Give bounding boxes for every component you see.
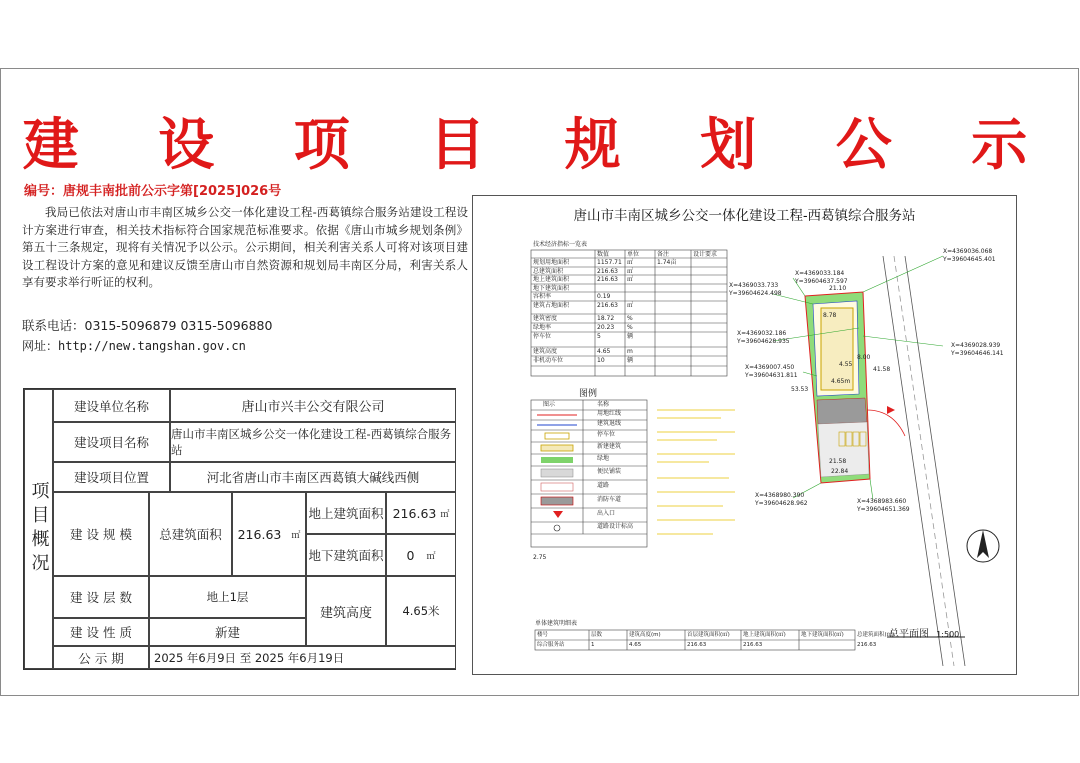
econ-header-cell: 数值 [597,251,610,258]
plan-scale: 1:500 [936,630,960,639]
econ-cell: 216.63 [597,276,618,283]
area-unit: ㎡ [426,551,436,562]
contact-phone: 联系电话：0315-5096879 0315-5096880 [22,318,273,333]
schedule-header-cell: 首层建筑面积(㎡) [687,632,730,638]
schedule-cell: 216.63 [687,642,707,648]
area-unit: ㎡ [440,509,450,520]
schedule-header-cell: 总建筑面积(㎡) [857,632,895,638]
legend-item-label: 用地红线 [597,410,622,417]
page-title: 建 设 项 目 规 划 公 示 [22,112,1058,178]
econ-cell: 1.74亩 [657,259,677,266]
dimension-label: 8.00 [857,354,871,361]
side-label: 项目概况 [28,481,50,577]
row-label: 建设项目名称 [53,422,170,462]
dimension-label: 21.58 [829,458,847,465]
row-label: 建设单位名称 [53,389,170,422]
drawing-title: 唐山市丰南区城乡公交一体化建设工程-西葛镇综合服务站 [573,208,916,224]
project-info-table [23,388,456,670]
econ-cell: 20.23 [597,324,615,331]
econ-cell: 建筑密度 [533,315,558,322]
legend-item-label: 停车位 [597,431,616,438]
floors-label: 建 设 层 数 [53,576,149,618]
econ-cell: 总建筑面积 [533,268,564,275]
nature-label: 建 设 性 质 [53,618,149,646]
schedule-header-cell: 建筑高度(m) [629,632,661,638]
fire-lane [817,398,867,424]
schedule-title: 单体建筑明细表 [535,620,578,627]
legend-fire-lane-swatch [541,497,573,505]
plan-label [889,625,959,640]
dimension-label: 21.10 [829,285,847,292]
period-value: 2025 年6月9日 至 2025 年6月19日 [149,646,456,669]
road [883,256,965,666]
legend-green-swatch [541,457,573,463]
schedule-cell: 216.63 [743,642,763,648]
row-value: 河北省唐山市丰南区西葛镇大碱线西侧 [170,462,456,492]
econ-header-cell: 设计要求 [693,251,718,258]
area-unit: ㎡ [291,530,301,541]
econ-cell: 辆 [627,357,634,364]
econ-cell: ㎡ [627,268,634,275]
econ-cell: 停车位 [533,333,552,340]
dimension-label: 41.58 [873,366,891,373]
coord-label: X=4368980.390 Y=39604628.962 [755,492,808,507]
econ-cell: 建筑占地面积 [533,302,570,309]
econ-cell: 容积率 [533,293,552,300]
legend-item-label: 建筑退线 [597,420,622,427]
legend-entrance-swatch [553,511,563,518]
total-area-label: 总建筑面积 [149,492,232,576]
legend-item-label: 新建建筑 [597,443,622,450]
row-value: 唐山市丰南区城乡公交一体化建设工程-西葛镇综合服务站 [170,422,456,462]
econ-cell: 地下建筑面积 [533,285,570,292]
econ-cell: 0.19 [597,293,611,300]
econ-cell: 地上建筑面积 [533,276,570,283]
econ-cell: 1157.71 [597,259,622,266]
below-area-value-cell [386,534,456,576]
econ-table-title: 技术经济指标一览表 [533,241,588,248]
econ-cell: 绿地率 [533,324,552,331]
nature-value: 新建 [149,618,306,646]
legend-header-icon: 图示 [543,401,556,408]
econ-cell: 规划用地面积 [533,259,570,266]
legend-title: 图例 [579,389,598,399]
dimension-label: 2.75 [533,554,547,561]
dimension-label: 8.78 [823,312,837,319]
north-arrow [977,530,989,558]
econ-cell: ㎡ [627,259,634,266]
plan-label-text: 总平面图 [889,629,929,640]
econ-cell: 10 [597,357,605,364]
dimension-label: 4.65m [831,378,851,385]
row-value: 唐山市兴丰公交有限公司 [170,389,456,422]
econ-cell: ㎡ [627,276,634,283]
above-area-value-cell [386,492,456,534]
dimension-label: 22.84 [831,468,849,475]
side-label-cell [24,389,53,669]
econ-cell: 辆 [627,333,634,340]
schedule-header-cell: 地上建筑面积(㎡) [743,632,786,638]
site-plan-drawing [472,195,1017,675]
schedule-header-cell: 地下建筑面积(㎡) [801,632,844,638]
below-area-value: 0 [406,547,415,563]
coord-label: X=4369036.068 Y=39604645.401 [943,248,996,263]
dimension-label: 4.55 [839,361,853,368]
legend-parking-swatch [545,433,569,439]
legend-elevation-swatch [554,525,560,531]
height-label: 建筑高度 [306,576,386,646]
scale-label: 建 设 规 模 [53,492,149,576]
above-area-value: 216.63 [392,505,437,521]
total-area-value: 216.63 [237,526,282,542]
legend-item-label: 便民铺装 [597,468,622,475]
econ-cell: 5 [597,333,601,340]
econ-header-cell: 单位 [627,251,640,258]
schedule-cell: 综合服务站 [537,642,565,648]
legend-building-swatch [541,445,573,451]
legend-road-swatch [541,483,573,491]
dimension-label: 53.53 [791,386,809,393]
econ-cell: % [627,315,633,322]
legend-paving-swatch [541,469,573,477]
below-area-label: 地下建筑面积 [306,534,386,576]
econ-cell: ㎡ [627,302,634,309]
document-number: 编号：唐规丰南批前公示字第[2025]026号 [24,184,282,199]
coord-label: X=4369033.733 Y=39604624.498 [729,282,782,297]
schedule-cell: 1 [591,642,595,648]
total-area-value-cell [232,492,306,576]
econ-cell: % [627,324,633,331]
legend-item-label: 出入口 [597,510,616,517]
coord-label: X=4369007.450 Y=39604631.811 [745,364,798,379]
design-notes [657,410,735,534]
legend-item-label: 绿地 [597,455,610,462]
econ-cell: m [627,348,633,355]
coord-label: X=4369032.186 Y=39604628.935 [737,330,790,345]
period-label: 公 示 期 [53,646,149,669]
legend-header-name: 名称 [597,401,610,408]
econ-header-cell: 备注 [657,251,670,258]
schedule-cell: 216.63 [857,642,877,648]
legend-item-label: 道路 [597,482,610,489]
econ-cell: 216.63 [597,268,618,275]
above-area-label: 地上建筑面积 [306,492,386,534]
contact-website[interactable]: 网址：http://new.tangshan.gov.cn [22,339,246,353]
econ-cell: 18.72 [597,315,615,322]
econ-cell: 建筑高度 [533,348,558,355]
econ-cell: 4.65 [597,348,611,355]
floors-value: 地上1层 [149,576,306,618]
econ-cell: 非机动车位 [533,357,564,364]
row-label: 建设项目位置 [53,462,170,492]
coord-label: X=4369028.939 Y=39604646.141 [951,342,1004,357]
schedule-header-cell: 层数 [591,632,603,638]
site-parcel [805,292,870,483]
schedule-cell: 4.65 [629,642,642,648]
legend-item-label: 道路设计标高 [597,523,634,530]
schedule-header-cell: 楼号 [537,632,549,638]
height-value: 4.65米 [386,576,456,646]
legend-item-label: 消防车道 [597,496,622,503]
entrance-arrow [887,406,895,414]
notice-body: 我局已依法对唐山市丰南区城乡公交一体化建设工程-西葛镇综合服务站建设工程设计方案进行审查，相关技术指标符合国家规范标准要求。依据《唐山市城乡规划条例》第五十三条规定，现将有关情况予以公示。公示期间，相关利害关系人可将对该项目建设工程设计方案的意见和建议反馈至唐山市自然资源和规划局丰南区分局，利害关系人享有要求举行听证的权利。 [22,205,468,289]
econ-cell: 216.63 [597,302,618,309]
coord-label: X=4369033.184 Y=39604637.597 [795,270,848,285]
entrance-curve [867,410,905,436]
coord-label: X=4368983.660 Y=39604651.369 [857,498,910,513]
